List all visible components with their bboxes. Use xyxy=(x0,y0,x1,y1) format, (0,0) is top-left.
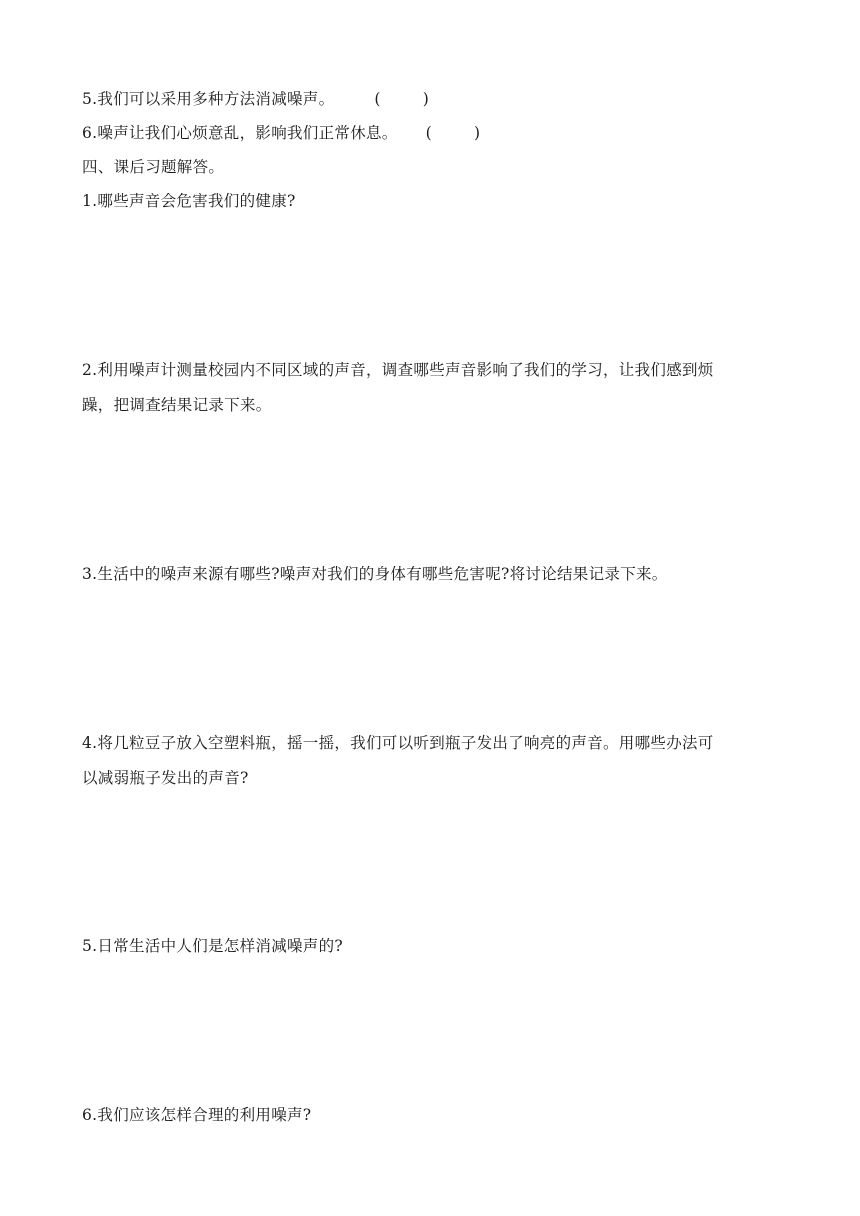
question-2-line-1: 2.利用噪声计测量校园内不同区域的声音，调查哪些声音影响了我们的学习，让我们感到烦 xyxy=(82,361,714,379)
question-4-line-2: 以减弱瓶子发出的声音? xyxy=(82,769,249,787)
judgement-item-5 xyxy=(82,89,782,109)
question-3: 3.生活中的噪声来源有哪些?噪声对我们的身体有哪些危害呢?将讨论结果记录下来。 xyxy=(82,565,668,583)
question-2-line-2: 躁，把调查结果记录下来。 xyxy=(82,396,272,414)
question-6: 6.我们应该怎样合理的利用噪声? xyxy=(82,1106,312,1124)
question-4-line-1: 4.将几粒豆子放入空塑料瓶，摇一摇，我们可以听到瓶子发出了响亮的声音。用哪些办法可 xyxy=(82,734,714,752)
answer-parentheses: ( ) xyxy=(425,124,481,142)
judgement-item-6 xyxy=(82,123,782,143)
judgement-text: 5.我们可以采用多种方法消减噪声。 xyxy=(82,90,335,108)
judgement-text: 6.噪声让我们心烦意乱，影响我们正常休息。 xyxy=(82,124,398,142)
question-5: 5.日常生活中人们是怎样消减噪声的? xyxy=(82,937,343,955)
section-heading: 四、课后习题解答。 xyxy=(82,158,225,176)
answer-parentheses: ( ) xyxy=(374,90,430,108)
question-1: 1.哪些声音会危害我们的健康? xyxy=(82,192,296,210)
